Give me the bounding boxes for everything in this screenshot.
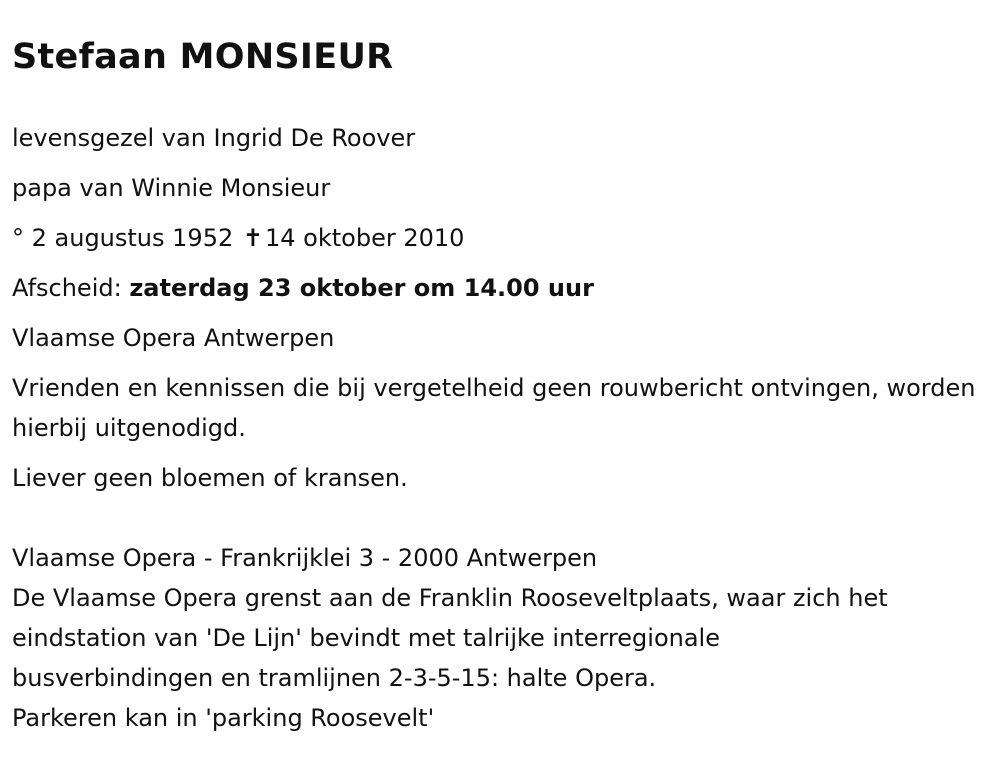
address-line-5: Parkeren kan in 'parking Roosevelt' xyxy=(12,704,435,732)
farewell-label: Afscheid: xyxy=(12,274,122,302)
address-line-3: eindstation van 'De Lijn' bevindt met talrijke interregionale xyxy=(12,624,720,652)
venue-address-block xyxy=(12,538,988,738)
parent-line: papa van Winnie Monsieur xyxy=(12,174,331,202)
deceased-name-title: Stefaan MONSIEUR xyxy=(12,37,394,77)
partner-line: levensgezel van Ingrid De Roover xyxy=(12,124,416,152)
invitation-text: Vrienden en kennissen die bij vergetelheid geen rouwbericht ontvingen, worden hierbij uitgenodigd. xyxy=(12,374,976,442)
farewell-date: zaterdag 23 oktober om 14.00 uur xyxy=(129,274,594,302)
venue-line: Vlaamse Opera Antwerpen xyxy=(12,324,335,352)
death-date: 14 oktober 2010 xyxy=(264,224,465,252)
dates-line xyxy=(12,218,988,258)
flowers-note: Liever geen bloemen of kransen. xyxy=(12,464,408,492)
farewell-line xyxy=(12,268,988,308)
obituary-details xyxy=(12,118,988,498)
address-line-2: De Vlaamse Opera grenst aan de Franklin Rooseveltplaats, waar zich het xyxy=(12,584,888,612)
section-spacer xyxy=(12,508,988,538)
address-line-4: busverbindingen en tramlijnen 2-3-5-15: halte Opera. xyxy=(12,664,657,692)
address-line-1: Vlaamse Opera - Frankrijklei 3 - 2000 Antwerpen xyxy=(12,544,598,572)
cross-icon: ✝ xyxy=(242,224,263,252)
birth-date: ° 2 augustus 1952 xyxy=(12,224,234,252)
